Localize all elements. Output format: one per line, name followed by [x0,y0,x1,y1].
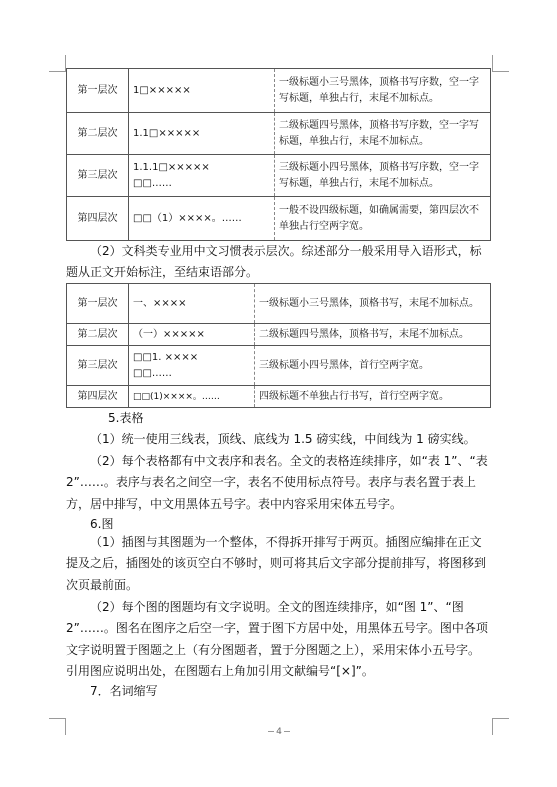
format-line: □□…… [133,177,172,189]
page-number: 4 [276,727,282,737]
table-row [67,284,491,324]
table-row [67,386,491,408]
level-cell: 第一层次 [67,284,129,324]
format-cell: （一）××××× [129,324,255,346]
table-row [67,155,491,197]
description-cell: 三级标题小四号黑体，顶格书写序数，空一字写标题，单独占行，末尾不加标点。 [275,155,491,197]
level-table-liberal-arts [66,283,491,408]
format-cell [129,346,255,386]
section-heading-tables: 5.表格 [108,411,144,425]
description-cell: 三级标题小四号黑体，首行空两字宽。 [255,346,491,386]
table-row [67,346,491,386]
description-cell: 二级标题四号黑体，顶格书写，末尾不加标点。 [255,324,491,346]
level-cell: 第一层次 [67,69,129,113]
level-table-science [66,68,491,241]
table-row [67,69,491,113]
crop-mark-top-left [49,55,66,72]
table-row [67,197,491,241]
format-cell: □□（1）××××。…… [129,197,275,241]
format-cell [129,155,275,197]
level-cell: 第三层次 [67,346,129,386]
level-cell: 第三层次 [67,155,129,197]
paragraph-figure-caption: （2）每个图的图题均有文字说明。全文的图连续排序，如“图 1”、“图2”……。图名在图序之后空一字，置于图下方居中处，用黑体五号字。图中各项文字说明置于图题之上（有分图题者，置于分图题之上），采用宋体小五号字。引用图应说明出处，在图题右上角加引用文献编号“[×]”。 [66,600,488,679]
paragraph-table-numbering: （2）每个表格都有中文表序和表名。全文的表格连续排序，如“表 1”、“表 2”……。表序与表名之间空一字，表名不使用标点符号。表序与表名置于表上方，居中排写，中文用黑体五号字。表中内容采用宋体五号字。 [66,454,488,511]
footer-dash-right [284,731,290,732]
level-cell: 第二层次 [67,113,129,155]
description-cell: 一级标题小三号黑体，顶格书写序数，空一字写标题，单独占行，末尾不加标点。 [275,69,491,113]
format-cell: 1.1□××××× [129,113,275,155]
footer-dash-left [268,731,274,732]
section-heading-abbreviations: 7．名词缩写 [90,684,158,698]
crop-mark-bottom-right [492,718,509,735]
format-line: □□1. ×××× [133,351,199,363]
format-line: 1.1.1□××××× [133,161,210,173]
crop-mark-bottom-left [49,718,66,735]
description-cell: 四级标题不单独占行书写，首行空两字宽。 [255,386,491,408]
section-heading-figures: 6.图 [90,517,114,531]
description-cell: 一级标题小三号黑体，顶格书写，末尾不加标点。 [255,284,491,324]
page-footer [262,727,296,737]
level-cell: 第二层次 [67,324,129,346]
level-cell: 第四层次 [67,197,129,241]
format-cell: □□(1)××××。…… [129,386,255,408]
format-cell: 一、×××× [129,284,255,324]
description-cell: 一般不设四级标题，如确属需要，第四层次不单独占行空两字宽。 [275,197,491,241]
table-row [67,324,491,346]
paragraph-figure-placement: （1）插图与其图题为一个整体，不得拆开排写于两页。插图应编排在正文提及之后，插图处的该页空白不够时，则可将其后文字部分提前排写，将图移到次页最前面。 [66,535,487,592]
paragraph-table-lines: （1）统一使用三线表，顶线、底线为 1.5 磅实线，中间线为 1 磅实线。 [90,432,476,446]
paragraph-liberal-arts: （2）文科类专业用中文习惯表示层次。综述部分一般采用导入语形式，标题从正文开始标注，至结束语部分。 [66,244,482,280]
level-cell: 第四层次 [67,386,129,408]
format-cell: 1□××××× [129,69,275,113]
table-row [67,113,491,155]
description-cell: 二级标题四号黑体，顶格书写序数，空一字写标题，单独占行，末尾不加标点。 [275,113,491,155]
format-line: □□…… [133,367,172,379]
crop-mark-top-right [492,55,509,72]
